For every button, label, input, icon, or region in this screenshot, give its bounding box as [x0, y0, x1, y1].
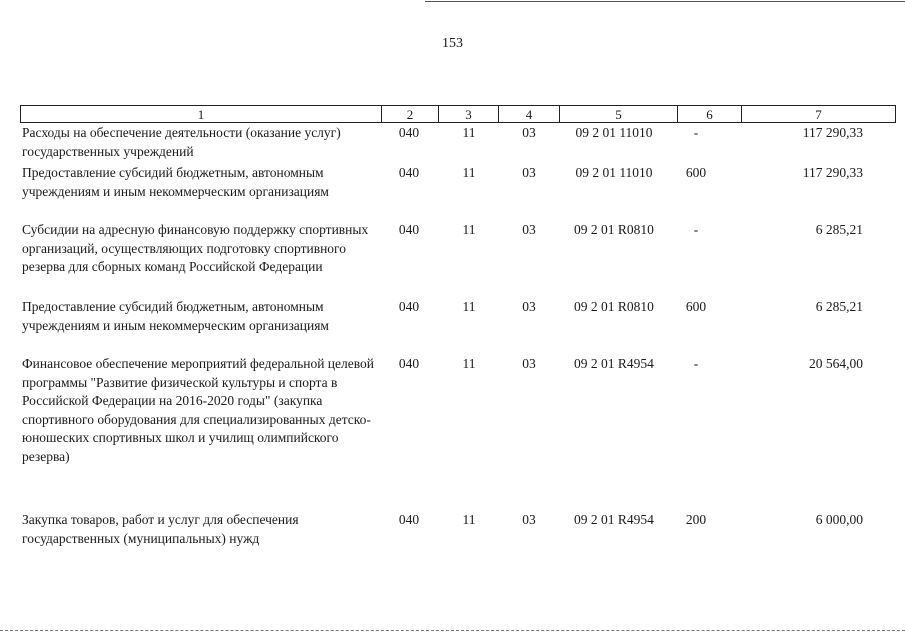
row-code-target: 09 2 01 11010 [575, 125, 653, 140]
row-code-target: 09 2 01 R4954 [574, 512, 654, 527]
row-description: Субсидии на адресную финансовую поддержку спортивных организаций, осуществляющих подготовку спортивного резерва для сборных команд Российской Федерации [22, 222, 369, 274]
row-code-ministry: 040 [398, 356, 420, 371]
row-code-section: 11 [462, 165, 476, 180]
row-code-section: 11 [462, 512, 476, 527]
table-header [20, 105, 896, 123]
row-code-target: 09 2 01 R0810 [574, 299, 654, 314]
row-amount: 6 285,21 [815, 299, 863, 314]
header-cell-3: 3 [439, 106, 499, 122]
top-rule [425, 1, 905, 2]
row-code-ministry: 040 [398, 299, 420, 314]
row-amount: 117 290,33 [802, 165, 863, 180]
header-cell-4: 4 [499, 106, 560, 122]
row-code-subsection: 03 [522, 512, 536, 527]
row-code-expense-type: 600 [685, 165, 707, 180]
row-code-expense-type: - [693, 222, 699, 237]
row-amount: 6 285,21 [815, 222, 863, 237]
header-cell-6: 6 [678, 106, 742, 122]
row-description: Предоставление субсидий бюджетным, автономным учреждениям и иным некоммерческим организациям [22, 165, 329, 199]
page-number: 153 [442, 36, 463, 51]
header-cell-2: 2 [382, 106, 439, 122]
row-code-subsection: 03 [522, 125, 536, 140]
row-code-expense-type: - [693, 356, 699, 371]
row-description: Финансовое обеспечение мероприятий федеральной целевой программы "Развитие физической культуры и спорта в Российской Федерации на 2016-2020 годы" (закупка спортивного оборудования для специализированных детско-юношеских спортивных школ и училищ олимпийского резерва) [22, 356, 374, 464]
row-code-expense-type: - [693, 125, 699, 140]
row-amount: 6 000,00 [815, 512, 863, 527]
row-code-subsection: 03 [522, 222, 536, 237]
row-code-ministry: 040 [398, 512, 420, 527]
row-code-section: 11 [462, 222, 476, 237]
header-cell-7: 7 [815, 107, 822, 122]
row-code-section: 11 [462, 125, 476, 140]
row-code-target: 09 2 01 R0810 [574, 222, 654, 237]
row-code-ministry: 040 [398, 125, 420, 140]
row-code-section: 11 [462, 356, 476, 371]
row-code-section: 11 [462, 299, 476, 314]
row-amount: 20 564,00 [809, 356, 863, 371]
row-description: Расходы на обеспечение деятельности (оказание услуг) государственных учреждений [22, 125, 341, 159]
row-code-ministry: 040 [398, 222, 420, 237]
row-description: Предоставление субсидий бюджетным, автономным учреждениям и иным некоммерческим организациям [22, 299, 329, 333]
row-amount: 117 290,33 [802, 125, 863, 140]
row-code-subsection: 03 [522, 165, 536, 180]
row-code-subsection: 03 [522, 299, 536, 314]
row-code-expense-type: 200 [685, 512, 707, 527]
row-code-expense-type: 600 [685, 299, 707, 314]
row-code-target: 09 2 01 11010 [575, 165, 653, 180]
bottom-rule [0, 630, 905, 631]
row-code-target: 09 2 01 R4954 [574, 356, 654, 371]
row-code-subsection: 03 [522, 356, 536, 371]
header-cell-1: 1 [21, 106, 382, 122]
row-description: Закупка товаров, работ и услуг для обеспечения государственных (муниципальных) нужд [22, 512, 299, 546]
row-code-ministry: 040 [398, 165, 420, 180]
header-cell-5: 5 [560, 106, 678, 122]
